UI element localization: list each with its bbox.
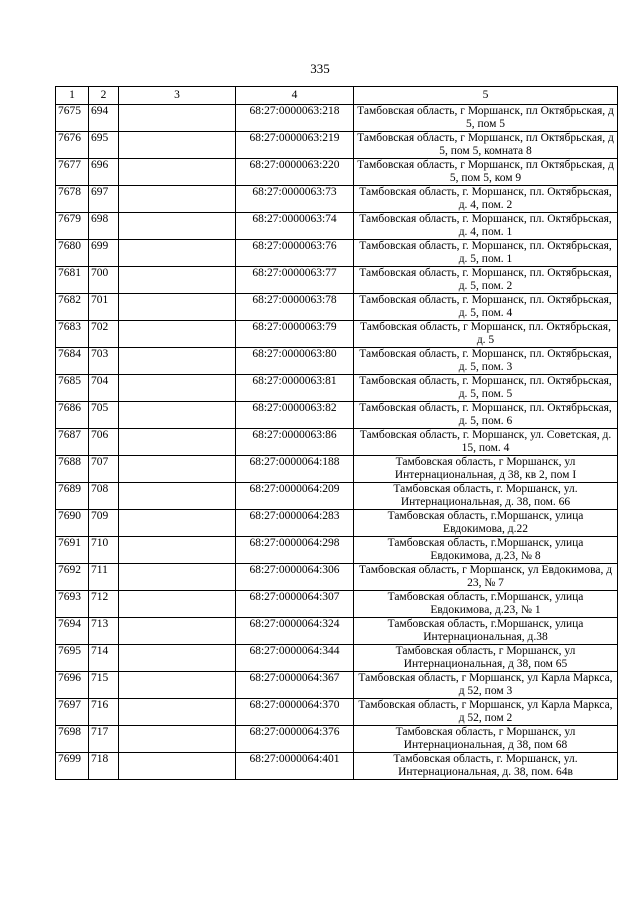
table-row bbox=[56, 429, 618, 456]
row-number-cell: 7696 bbox=[56, 672, 89, 699]
address-cell: Тамбовская область, г. Моршанск, пл. Октябрьская, д. 5, пом. 6 bbox=[354, 402, 618, 429]
row-code-cell: 715 bbox=[89, 672, 119, 699]
address-cell: Тамбовская область, г. Моршанск, пл. Октябрьская, д. 5, пом. 4 bbox=[354, 294, 618, 321]
cadastral-number-cell: 68:27:0000063:219 bbox=[236, 132, 354, 159]
cadastral-number-cell: 68:27:0000063:82 bbox=[236, 402, 354, 429]
row-number-cell: 7686 bbox=[56, 402, 89, 429]
row-code-cell: 696 bbox=[89, 159, 119, 186]
row-code-cell: 713 bbox=[89, 618, 119, 645]
row-code-cell: 705 bbox=[89, 402, 119, 429]
table-row bbox=[56, 726, 618, 753]
address-cell: Тамбовская область, г Моршанск, пл Октябрьская, д 5, пом 5, ком 9 bbox=[354, 159, 618, 186]
column-header-3: 3 bbox=[119, 87, 236, 105]
table-row bbox=[56, 159, 618, 186]
cadastral-number-cell: 68:27:0000063:81 bbox=[236, 375, 354, 402]
row-code-cell: 699 bbox=[89, 240, 119, 267]
table-row bbox=[56, 348, 618, 375]
address-cell: Тамбовская область, г Моршанск, ул Карла Маркса, д 52, пом 3 bbox=[354, 672, 618, 699]
address-cell: Тамбовская область, г Моршанск, пл Октябрьская, д 5, пом 5 bbox=[354, 105, 618, 132]
cadastral-number-cell: 68:27:0000063:74 bbox=[236, 213, 354, 240]
row-number-cell: 7687 bbox=[56, 429, 89, 456]
row-number-cell: 7681 bbox=[56, 267, 89, 294]
address-cell: Тамбовская область, г Моршанск, ул Интернациональная, д 38, кв 2, пом I bbox=[354, 456, 618, 483]
address-cell: Тамбовская область, г Моршанск, ул Карла Маркса, д 52, пом 2 bbox=[354, 699, 618, 726]
column-header-1: 1 bbox=[56, 87, 89, 105]
cadastral-number-cell: 68:27:0000064:306 bbox=[236, 564, 354, 591]
row-empty-cell bbox=[119, 159, 236, 186]
row-number-cell: 7676 bbox=[56, 132, 89, 159]
row-code-cell: 716 bbox=[89, 699, 119, 726]
row-code-cell: 708 bbox=[89, 483, 119, 510]
address-cell: Тамбовская область, г. Моршанск, ул. Интернациональная, д. 38, пом. 66 bbox=[354, 483, 618, 510]
cadastral-number-cell: 68:27:0000064:344 bbox=[236, 645, 354, 672]
address-cell: Тамбовская область, г Моршанск, ул Евдокимова, д 23, № 7 bbox=[354, 564, 618, 591]
address-cell: Тамбовская область, г. Моршанск, пл. Октябрьская, д. 5, пом. 1 bbox=[354, 240, 618, 267]
address-cell: Тамбовская область, г. Моршанск, пл. Октябрьская, д. 5, пом. 2 bbox=[354, 267, 618, 294]
row-code-cell: 703 bbox=[89, 348, 119, 375]
row-empty-cell bbox=[119, 726, 236, 753]
row-empty-cell bbox=[119, 537, 236, 564]
row-number-cell: 7694 bbox=[56, 618, 89, 645]
registry-table bbox=[55, 86, 618, 780]
table-row bbox=[56, 402, 618, 429]
table-row bbox=[56, 537, 618, 564]
row-number-cell: 7683 bbox=[56, 321, 89, 348]
address-cell: Тамбовская область, г. Моршанск, ул. Советская, д. 15, пом. 4 bbox=[354, 429, 618, 456]
row-empty-cell bbox=[119, 267, 236, 294]
row-number-cell: 7698 bbox=[56, 726, 89, 753]
row-code-cell: 710 bbox=[89, 537, 119, 564]
row-empty-cell bbox=[119, 186, 236, 213]
cadastral-number-cell: 68:27:0000063:220 bbox=[236, 159, 354, 186]
row-empty-cell bbox=[119, 348, 236, 375]
cadastral-number-cell: 68:27:0000064:283 bbox=[236, 510, 354, 537]
row-number-cell: 7690 bbox=[56, 510, 89, 537]
row-number-cell: 7691 bbox=[56, 537, 89, 564]
table-row bbox=[56, 240, 618, 267]
cadastral-number-cell: 68:27:0000063:86 bbox=[236, 429, 354, 456]
row-number-cell: 7675 bbox=[56, 105, 89, 132]
row-number-cell: 7677 bbox=[56, 159, 89, 186]
cadastral-number-cell: 68:27:0000064:307 bbox=[236, 591, 354, 618]
table-header-row bbox=[56, 87, 618, 105]
cadastral-number-cell: 68:27:0000064:367 bbox=[236, 672, 354, 699]
row-number-cell: 7685 bbox=[56, 375, 89, 402]
row-number-cell: 7699 bbox=[56, 753, 89, 780]
row-code-cell: 709 bbox=[89, 510, 119, 537]
table-row bbox=[56, 132, 618, 159]
table-row bbox=[56, 105, 618, 132]
table-row bbox=[56, 267, 618, 294]
row-code-cell: 714 bbox=[89, 645, 119, 672]
row-empty-cell bbox=[119, 429, 236, 456]
table-row bbox=[56, 186, 618, 213]
row-code-cell: 711 bbox=[89, 564, 119, 591]
row-empty-cell bbox=[119, 456, 236, 483]
row-code-cell: 697 bbox=[89, 186, 119, 213]
row-empty-cell bbox=[119, 105, 236, 132]
row-number-cell: 7682 bbox=[56, 294, 89, 321]
table-row bbox=[56, 321, 618, 348]
table-row bbox=[56, 294, 618, 321]
row-number-cell: 7689 bbox=[56, 483, 89, 510]
table-row bbox=[56, 510, 618, 537]
cadastral-number-cell: 68:27:0000063:79 bbox=[236, 321, 354, 348]
row-empty-cell bbox=[119, 402, 236, 429]
row-empty-cell bbox=[119, 672, 236, 699]
row-code-cell: 717 bbox=[89, 726, 119, 753]
address-cell: Тамбовская область, г.Моршанск, улица Евдокимова, д.23, № 1 bbox=[354, 591, 618, 618]
address-cell: Тамбовская область, г.Моршанск, улица Интернациональная, д.38 bbox=[354, 618, 618, 645]
address-cell: Тамбовская область, г.Моршанск, улица Евдокимова, д.23, № 8 bbox=[354, 537, 618, 564]
column-header-4: 4 bbox=[236, 87, 354, 105]
row-empty-cell bbox=[119, 240, 236, 267]
address-cell: Тамбовская область, г. Моршанск, пл. Октябрьская, д. 4, пом. 2 bbox=[354, 186, 618, 213]
row-number-cell: 7679 bbox=[56, 213, 89, 240]
row-empty-cell bbox=[119, 753, 236, 780]
row-code-cell: 704 bbox=[89, 375, 119, 402]
row-code-cell: 712 bbox=[89, 591, 119, 618]
row-empty-cell bbox=[119, 591, 236, 618]
address-cell: Тамбовская область, г. Моршанск, пл. Октябрьская, д. 5, пом. 5 bbox=[354, 375, 618, 402]
row-code-cell: 698 bbox=[89, 213, 119, 240]
row-code-cell: 702 bbox=[89, 321, 119, 348]
cadastral-number-cell: 68:27:0000064:324 bbox=[236, 618, 354, 645]
address-cell: Тамбовская область, г Моршанск, ул Интернациональная, д 38, пом 68 bbox=[354, 726, 618, 753]
table-row bbox=[56, 699, 618, 726]
row-number-cell: 7695 bbox=[56, 645, 89, 672]
cadastral-number-cell: 68:27:0000063:78 bbox=[236, 294, 354, 321]
row-code-cell: 706 bbox=[89, 429, 119, 456]
table-row bbox=[56, 483, 618, 510]
column-header-5: 5 bbox=[354, 87, 618, 105]
cadastral-number-cell: 68:27:0000063:218 bbox=[236, 105, 354, 132]
table-row bbox=[56, 375, 618, 402]
cadastral-number-cell: 68:27:0000063:76 bbox=[236, 240, 354, 267]
row-empty-cell bbox=[119, 375, 236, 402]
cadastral-number-cell: 68:27:0000063:77 bbox=[236, 267, 354, 294]
cadastral-number-cell: 68:27:0000064:209 bbox=[236, 483, 354, 510]
address-cell: Тамбовская область, г. Моршанск, ул. Интернациональная, д. 38, пом. 64в bbox=[354, 753, 618, 780]
table-row bbox=[56, 591, 618, 618]
row-empty-cell bbox=[119, 132, 236, 159]
address-cell: Тамбовская область, г.Моршанск, улица Евдокимова, д.22 bbox=[354, 510, 618, 537]
cadastral-number-cell: 68:27:0000064:376 bbox=[236, 726, 354, 753]
cadastral-number-cell: 68:27:0000063:80 bbox=[236, 348, 354, 375]
table-row bbox=[56, 456, 618, 483]
cadastral-number-cell: 68:27:0000064:401 bbox=[236, 753, 354, 780]
cadastral-number-cell: 68:27:0000064:370 bbox=[236, 699, 354, 726]
row-empty-cell bbox=[119, 510, 236, 537]
table-row bbox=[56, 672, 618, 699]
table-row bbox=[56, 618, 618, 645]
row-code-cell: 707 bbox=[89, 456, 119, 483]
row-number-cell: 7688 bbox=[56, 456, 89, 483]
row-number-cell: 7684 bbox=[56, 348, 89, 375]
row-empty-cell bbox=[119, 321, 236, 348]
row-code-cell: 718 bbox=[89, 753, 119, 780]
row-number-cell: 7693 bbox=[56, 591, 89, 618]
row-empty-cell bbox=[119, 483, 236, 510]
address-cell: Тамбовская область, г. Моршанск, пл. Октябрьская, д. 4, пом. 1 bbox=[354, 213, 618, 240]
cadastral-number-cell: 68:27:0000064:188 bbox=[236, 456, 354, 483]
address-cell: Тамбовская область, г Моршанск, пл Октябрьская, д 5, пом 5, комната 8 bbox=[354, 132, 618, 159]
cadastral-number-cell: 68:27:0000064:298 bbox=[236, 537, 354, 564]
address-cell: Тамбовская область, г Моршанск, ул Интернациональная, д 38, пом 65 bbox=[354, 645, 618, 672]
row-code-cell: 700 bbox=[89, 267, 119, 294]
table-row bbox=[56, 213, 618, 240]
table-row bbox=[56, 753, 618, 780]
table-row bbox=[56, 564, 618, 591]
address-cell: Тамбовская область, г. Моршанск, пл. Октябрьская, д. 5, пом. 3 bbox=[354, 348, 618, 375]
row-code-cell: 694 bbox=[89, 105, 119, 132]
cadastral-number-cell: 68:27:0000063:73 bbox=[236, 186, 354, 213]
row-number-cell: 7697 bbox=[56, 699, 89, 726]
row-code-cell: 695 bbox=[89, 132, 119, 159]
row-number-cell: 7692 bbox=[56, 564, 89, 591]
table-row bbox=[56, 645, 618, 672]
row-empty-cell bbox=[119, 564, 236, 591]
row-empty-cell bbox=[119, 645, 236, 672]
row-code-cell: 701 bbox=[89, 294, 119, 321]
row-empty-cell bbox=[119, 294, 236, 321]
row-number-cell: 7680 bbox=[56, 240, 89, 267]
row-empty-cell bbox=[119, 699, 236, 726]
column-header-2: 2 bbox=[89, 87, 119, 105]
address-cell: Тамбовская область, г Моршанск, пл. Октябрьская, д. 5 bbox=[354, 321, 618, 348]
row-empty-cell bbox=[119, 213, 236, 240]
row-empty-cell bbox=[119, 618, 236, 645]
page-number: 335 bbox=[310, 61, 330, 76]
row-number-cell: 7678 bbox=[56, 186, 89, 213]
